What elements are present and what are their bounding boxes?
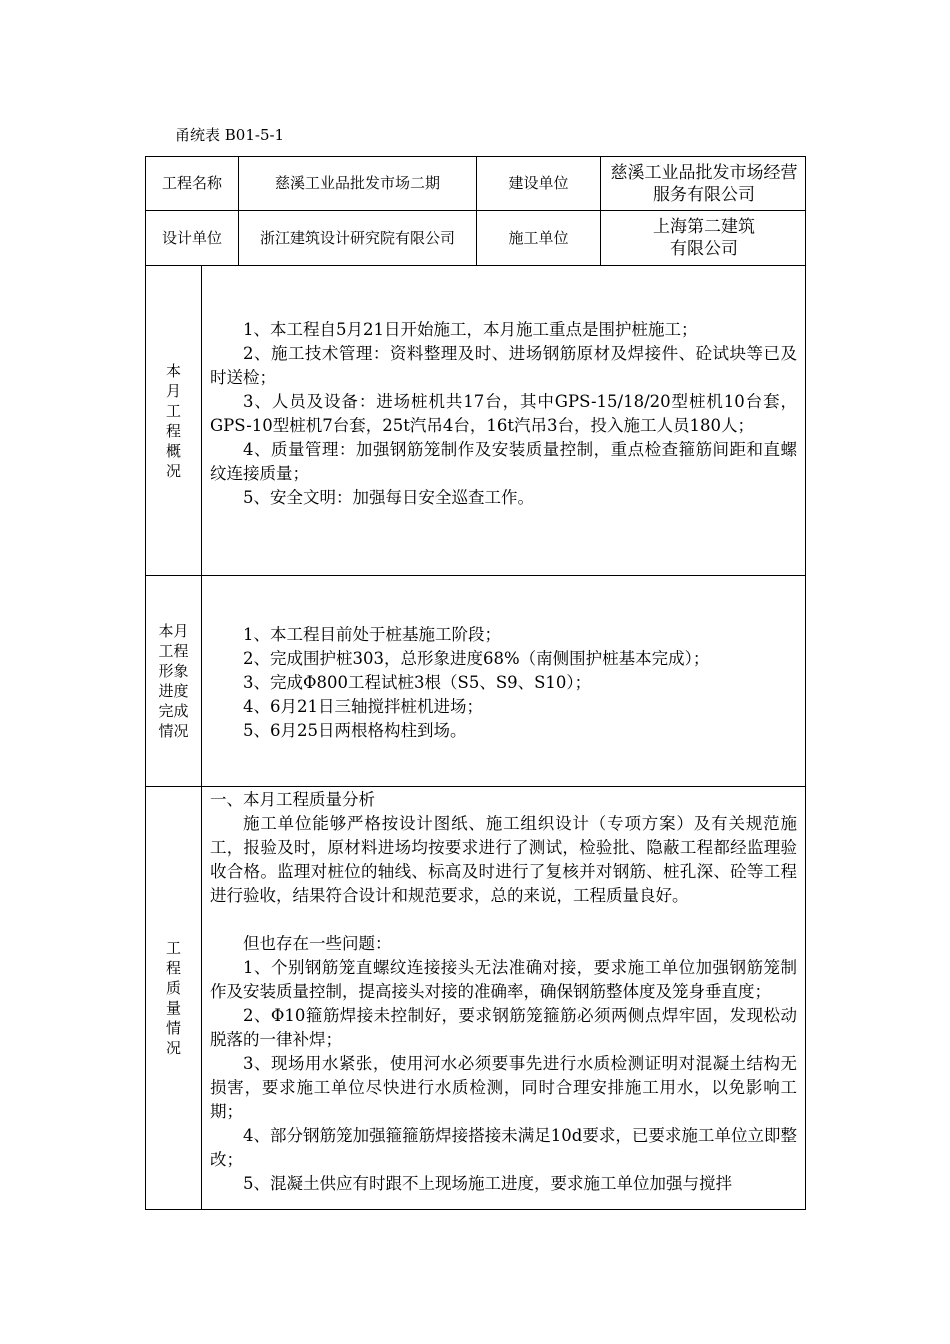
quality-issue: 1、个别钢筋笼直螺纹连接接头无法准确对接，要求施工单位加强钢筋笼制作及安装质量控制，提高接头对接的准确率，确保钢筋整体度及笼身垂直度； bbox=[210, 958, 797, 1001]
progress-section bbox=[146, 576, 805, 787]
quality-issue: 2、Φ10箍筋焊接未控制好，要求钢筋笼箍筋必须两侧点焊牢固，发现松动脱落的一律补焊； bbox=[210, 1006, 797, 1049]
quality-heading: 一、本月工程质量分析 bbox=[210, 790, 375, 809]
quality-issue: 4、部分钢筋笼加强箍箍筋焊接搭接未满足10d要求，已要求施工单位立即整改； bbox=[210, 1126, 797, 1169]
progress-label: 本月工程形象进度完成情况 bbox=[158, 622, 189, 740]
quality-issue: 5、混凝土供应有时跟不上现场施工进度，要求施工单位加强与搅拌 bbox=[243, 1174, 732, 1193]
project-name-label: 工程名称 bbox=[146, 157, 239, 210]
overview-label: 本月工程概况 bbox=[165, 361, 181, 480]
overview-item: 5、安全文明：加强每日安全巡查工作。 bbox=[243, 488, 534, 507]
contractor-value: 上海第二建筑有限公司 bbox=[653, 217, 755, 259]
quality-label: 工程质量情况 bbox=[165, 939, 181, 1057]
quality-summary: 施工单位能够严格按设计图纸、施工组织设计（专项方案）及有关规范施工，报验及时，原材料进场均按要求进行了测试，检验批、隐蔽工程都经监理验收合格。监理对桩位的轴线、标高及时进行了复核并对钢筋、桩孔深、砼等工程进行验收，结果符合设计和规范要求，总的来说，工程质量良好。 bbox=[210, 814, 797, 905]
progress-item: 2、完成围护桩303，总形象进度68%（南侧围护桩基本完成）； bbox=[243, 649, 710, 668]
progress-item: 1、本工程目前处于桩基施工阶段； bbox=[243, 625, 501, 644]
progress-item: 5、6月25日两根格构柱到场。 bbox=[243, 721, 467, 740]
overview-item: 3、人员及设备：进场桩机共17台，其中GPS-15/18/20型桩机10台套，GPS-10型桩机7台套，25t汽吊4台，16t汽吊3台，投入施工人员180人； bbox=[210, 392, 797, 435]
quality-content bbox=[210, 788, 797, 1196]
overview-section bbox=[146, 266, 805, 576]
contractor-label: 施工单位 bbox=[477, 211, 601, 265]
progress-item: 3、完成Φ800工程试桩3根（S5、S9、S10）； bbox=[243, 673, 592, 692]
owner-label: 建设单位 bbox=[477, 157, 601, 210]
project-name-value: 慈溪工业品批发市场二期 bbox=[239, 157, 477, 210]
progress-content bbox=[210, 623, 797, 743]
quality-issue: 3、现场用水紧张，使用河水必须要事先进行水质检测证明对混凝土结构无损害，要求施工单位尽快进行水质检测，同时合理安排施工用水，以免影响工期； bbox=[210, 1054, 797, 1121]
overview-item: 2、施工技术管理：资料整理及时、进场钢筋原材及焊接件、砼试块等已及时送检； bbox=[210, 344, 797, 387]
progress-item: 4、6月21日三轴搅拌桩机进场； bbox=[243, 697, 483, 716]
quality-issues-intro: 但也存在一些问题： bbox=[243, 934, 392, 953]
owner-value: 慈溪工业品批发市场经营服务有限公司 bbox=[610, 162, 798, 205]
design-value: 浙江建筑设计研究院有限公司 bbox=[239, 211, 477, 265]
header-row-project bbox=[146, 157, 805, 211]
form-code: 甬统表 B01-5-1 bbox=[175, 126, 285, 144]
report-table bbox=[145, 156, 806, 1210]
header-row-design bbox=[146, 211, 805, 266]
quality-section bbox=[146, 787, 805, 1209]
overview-item: 1、本工程自5月21日开始施工，本月施工重点是围护桩施工； bbox=[243, 320, 698, 339]
overview-content bbox=[210, 318, 797, 510]
design-label: 设计单位 bbox=[146, 211, 239, 265]
overview-item: 4、质量管理：加强钢筋笼制作及安装质量控制，重点检查箍筋间距和直螺纹连接质量； bbox=[210, 440, 797, 483]
